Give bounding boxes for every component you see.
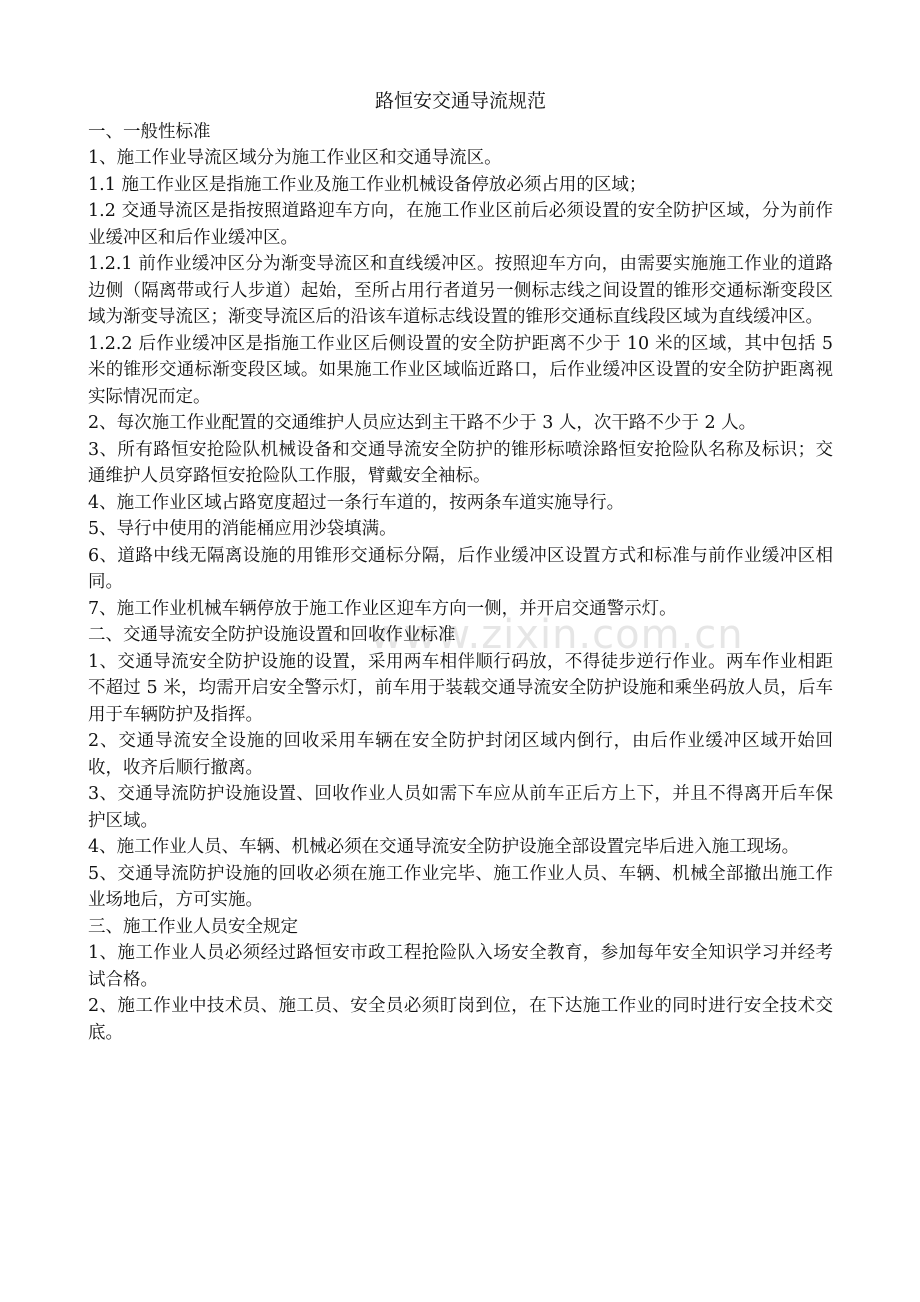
paragraph: 4、施工作业人员、车辆、机械必须在交通导流安全防护设施全部设置完毕后进入施工现场。 [88, 837, 800, 857]
paragraph: 1、施工作业人员必须经过路恒安市政工程抢险队入场安全教育，参加每年安全知识学习并经考试合格。 [88, 943, 833, 990]
paragraph: 7、施工作业机械车辆停放于施工作业区迎车方向一侧，并开启交通警示灯。 [88, 598, 677, 619]
paragraph: 4、施工作业区域占路宽度超过一条行车道的，按两条车道实施导行。 [88, 492, 625, 513]
paragraph: 1、交通导流安全防护设施的设置，采用两车相伴顺行码放，不得徒步逆行作业。两车作业相距不超过 5 米，均需开启安全警示灯，前车用于装载交通导流安全防护设施和乘坐码放人员，后车用于车辆防护及指挥。 [88, 651, 833, 725]
paragraph: 2、施工作业中技术员、施工员、安全员必须盯岗到位，在下达施工作业的同时进行安全技术交底。 [88, 996, 833, 1043]
paragraph: 1.2.1 前作业缓冲区分为渐变导流区和直线缓冲区。按照迎车方向，由需要实施施工作业的道路边侧（隔离带或行人步道）起始，至所占用行者道另一侧标志线之间设置的锥形交通标渐变段区域为渐变导流区；渐变导流区后的沿该车道标志线设置的锥形交通标直线段区域为直线缓冲区。 [88, 254, 833, 327]
paragraph: 3、交通导流防护设施设置、回收作业人员如需下车应从前车正后方上下，并且不得离开后车保护区域。 [88, 784, 833, 831]
paragraph: 5、交通导流防护设施的回收必须在施工作业完毕、施工作业人员、车辆、机械全部撤出施工作业场地后，方可实施。 [88, 863, 833, 910]
paragraph: 5、导行中使用的消能桶应用沙袋填满。 [88, 519, 397, 539]
paragraph: 6、道路中线无隔离设施的用锥形交通标分隔，后作业缓冲区设置方式和标准与前作业缓冲区相同。 [88, 545, 833, 592]
paragraph: 3、所有路恒安抢险队机械设备和交通导流安全防护的锥形标喷涂路恒安抢险队名称及标识；交通维护人员穿路恒安抢险队工作服，臂戴安全袖标。 [88, 439, 833, 486]
paragraph: 2、交通导流安全设施的回收采用车辆在安全防护封闭区域内倒行，由后作业缓冲区域开始回收，收齐后顺行撤离。 [88, 731, 833, 778]
document-body [88, 119, 833, 1047]
paragraph: 1.2.2 后作业缓冲区是指施工作业区后侧设置的安全防护距离不少于 10 米的区域，其中包括 5 米的锥形交通标渐变段区域。如果施工作业区域临近路口，后作业缓冲区设置的安全防护距离视实际情况而定。 [88, 333, 833, 407]
paragraph: 二、交通导流安全防护设施设置和回收作业标准 [88, 625, 456, 645]
document-page [88, 88, 833, 1046]
paragraph: 三、施工作业人员安全规定 [88, 916, 298, 937]
paragraph: 1、施工作业导流区域分为施工作业区和交通导流区。 [88, 148, 502, 168]
paragraph: 1.1 施工作业区是指施工作业及施工作业机械设备停放必须占用的区域； [88, 174, 647, 195]
page-title: 路恒安交通导流规范 [374, 90, 546, 112]
watermark: www.zixin.com.cn [370, 612, 744, 658]
paragraph: 一、一般性标准 [88, 121, 211, 142]
paragraph: 1.2 交通导流区是指按照道路迎车方向，在施工作业区前后必须设置的安全防护区域，分为前作业缓冲区和后作业缓冲区。 [88, 201, 833, 248]
paragraph: 2、每次施工作业配置的交通维护人员应达到主干路不少于 3 人，次干路不少于 2 人。 [88, 413, 757, 433]
